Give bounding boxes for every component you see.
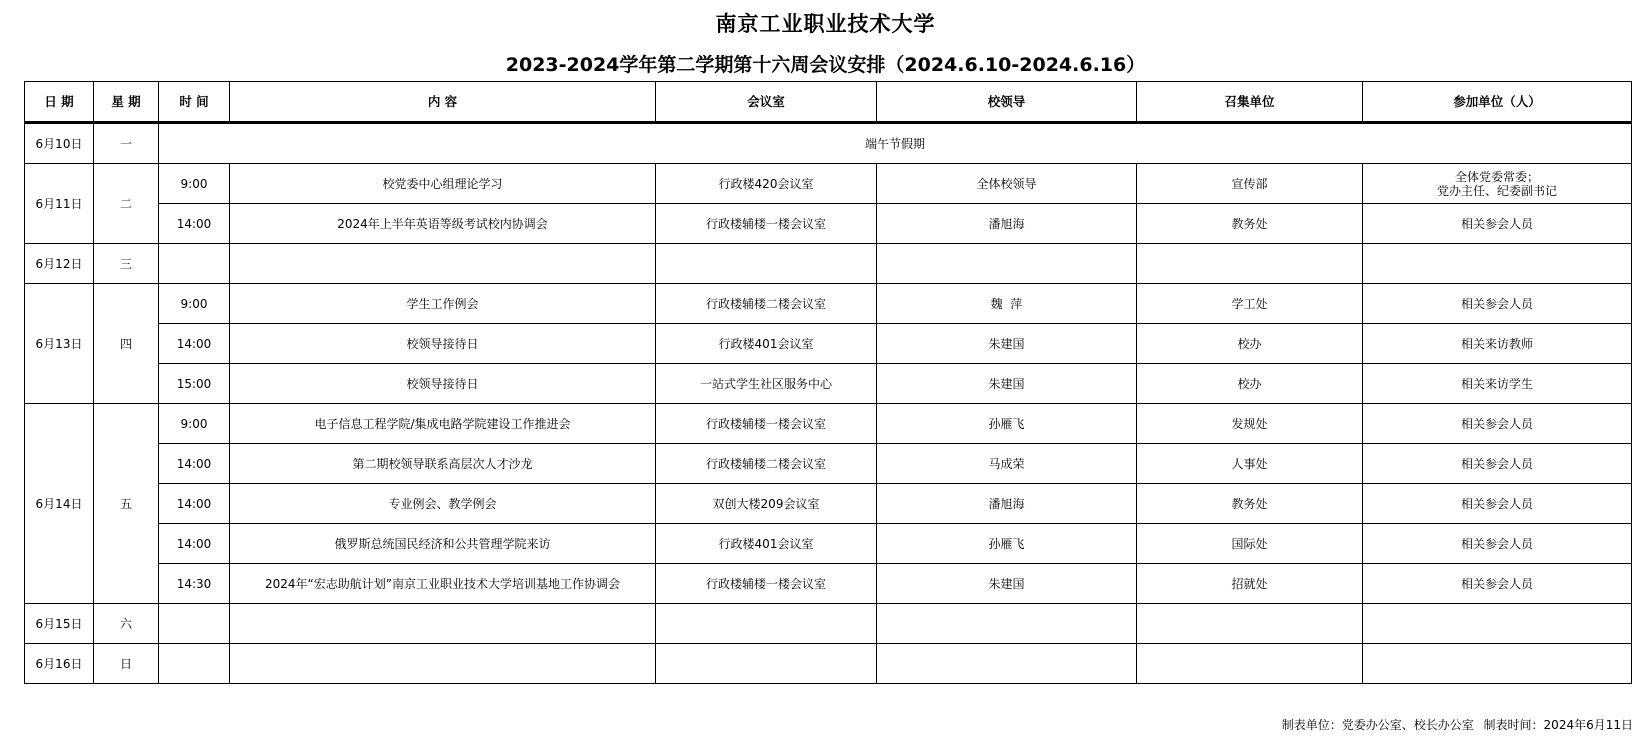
leader-cell: 潘旭海 bbox=[877, 484, 1137, 524]
table-row bbox=[25, 404, 1632, 444]
room-cell: 行政楼辅楼一楼会议室 bbox=[656, 564, 877, 604]
leader-cell: 孙雁飞 bbox=[877, 524, 1137, 564]
weekday-cell: 六 bbox=[94, 604, 159, 644]
convener-cell: 教务处 bbox=[1137, 484, 1363, 524]
convener-cell bbox=[1137, 604, 1363, 644]
date-cell: 6月16日 bbox=[25, 644, 94, 684]
table-row bbox=[25, 644, 1632, 684]
room-cell: 双创大楼209会议室 bbox=[656, 484, 877, 524]
content-cell: 2024年上半年英语等级考试校内协调会 bbox=[230, 204, 656, 244]
attendees-cell: 相关参会人员 bbox=[1363, 484, 1632, 524]
room-cell: 行政楼420会议室 bbox=[656, 164, 877, 204]
time-cell: 14:00 bbox=[159, 484, 230, 524]
room-cell: 行政楼辅楼二楼会议室 bbox=[656, 444, 877, 484]
time-cell bbox=[159, 244, 230, 284]
room-cell bbox=[656, 604, 877, 644]
header-convener: 召集单位 bbox=[1137, 82, 1363, 123]
table-row bbox=[25, 444, 1632, 484]
attendees-cell bbox=[1363, 604, 1632, 644]
leader-cell: 朱建国 bbox=[877, 364, 1137, 404]
time-cell bbox=[159, 604, 230, 644]
table-row bbox=[25, 604, 1632, 644]
time-cell: 14:00 bbox=[159, 524, 230, 564]
table-row bbox=[25, 564, 1632, 604]
convener-cell: 招就处 bbox=[1137, 564, 1363, 604]
time-cell: 9:00 bbox=[159, 164, 230, 204]
content-cell: 专业例会、教学例会 bbox=[230, 484, 656, 524]
time-cell: 14:00 bbox=[159, 444, 230, 484]
date-cell: 6月13日 bbox=[25, 284, 94, 404]
attendees-cell bbox=[1363, 644, 1632, 684]
time-cell: 15:00 bbox=[159, 364, 230, 404]
weekday-cell: 日 bbox=[94, 644, 159, 684]
attendees-line: 党办主任、纪委副书记 bbox=[1436, 183, 1557, 198]
convener-cell: 校办 bbox=[1137, 324, 1363, 364]
content-cell: 学生工作例会 bbox=[230, 284, 656, 324]
leader-cell: 潘旭海 bbox=[877, 204, 1137, 244]
date-cell: 6月15日 bbox=[25, 604, 94, 644]
header-content: 内 容 bbox=[230, 82, 656, 123]
time-cell: 9:00 bbox=[159, 404, 230, 444]
time-cell: 14:30 bbox=[159, 564, 230, 604]
time-cell: 14:00 bbox=[159, 204, 230, 244]
room-cell: 行政楼401会议室 bbox=[656, 324, 877, 364]
header-weekday: 星 期 bbox=[94, 82, 159, 123]
header-leader: 校领导 bbox=[877, 82, 1137, 123]
attendees-cell: 相关参会人员 bbox=[1363, 284, 1632, 324]
weekday-cell: 一 bbox=[94, 123, 159, 164]
date-cell: 6月14日 bbox=[25, 404, 94, 604]
attendees-cell bbox=[1363, 164, 1632, 204]
attendees-cell: 相关参会人员 bbox=[1363, 204, 1632, 244]
date-cell: 6月11日 bbox=[25, 164, 94, 244]
document-title: 南京工业职业技术大学 bbox=[715, 12, 936, 36]
attendees-cell: 相关参会人员 bbox=[1363, 404, 1632, 444]
room-cell bbox=[656, 644, 877, 684]
room-cell: 行政楼辅楼二楼会议室 bbox=[656, 284, 877, 324]
weekday-cell: 五 bbox=[94, 404, 159, 604]
leader-cell bbox=[877, 604, 1137, 644]
attendees-cell: 相关参会人员 bbox=[1363, 564, 1632, 604]
attendees-cell: 相关参会人员 bbox=[1363, 524, 1632, 564]
convener-cell: 教务处 bbox=[1137, 204, 1363, 244]
room-cell bbox=[656, 244, 877, 284]
attendees-line: 全体党委常委； bbox=[1454, 169, 1539, 184]
leader-cell: 魏 萍 bbox=[877, 284, 1137, 324]
meeting-schedule-table bbox=[24, 81, 1632, 684]
content-cell: 2024年“宏志助航计划”南京工业职业技术大学培训基地工作协调会 bbox=[230, 564, 656, 604]
footer-unit: 制表单位：党委办公室、校长办公室 bbox=[1281, 718, 1474, 732]
attendees-cell: 相关来访教师 bbox=[1363, 324, 1632, 364]
header-attendees: 参加单位（人） bbox=[1363, 82, 1632, 123]
time-cell: 9:00 bbox=[159, 284, 230, 324]
room-cell: 行政楼辅楼一楼会议室 bbox=[656, 204, 877, 244]
table-row bbox=[25, 244, 1632, 284]
weekday-cell: 三 bbox=[94, 244, 159, 284]
table-row bbox=[25, 204, 1632, 244]
date-cell: 6月12日 bbox=[25, 244, 94, 284]
table-header-row bbox=[25, 82, 1632, 123]
convener-cell: 学工处 bbox=[1137, 284, 1363, 324]
convener-cell bbox=[1137, 644, 1363, 684]
time-cell: 14:00 bbox=[159, 324, 230, 364]
convener-cell: 国际处 bbox=[1137, 524, 1363, 564]
room-cell: 一站式学生社区服务中心 bbox=[656, 364, 877, 404]
content-cell: 电子信息工程学院/集成电路学院建设工作推进会 bbox=[230, 404, 656, 444]
table-row bbox=[25, 284, 1632, 324]
content-cell: 校党委中心组理论学习 bbox=[230, 164, 656, 204]
footer bbox=[1276, 716, 1633, 733]
content-cell: 第二期校领导联系高层次人才沙龙 bbox=[230, 444, 656, 484]
leader-cell: 全体校领导 bbox=[877, 164, 1137, 204]
weekday-cell: 四 bbox=[94, 284, 159, 404]
content-cell bbox=[230, 604, 656, 644]
room-cell: 行政楼辅楼一楼会议室 bbox=[656, 404, 877, 444]
header-date: 日 期 bbox=[25, 82, 94, 123]
time-cell bbox=[159, 644, 230, 684]
leader-cell: 朱建国 bbox=[877, 324, 1137, 364]
leader-cell bbox=[877, 244, 1137, 284]
content-cell: 俄罗斯总统国民经济和公共管理学院来访 bbox=[230, 524, 656, 564]
table-row bbox=[25, 324, 1632, 364]
table-row bbox=[25, 484, 1632, 524]
content-cell: 校领导接待日 bbox=[230, 364, 656, 404]
leader-cell: 朱建国 bbox=[877, 564, 1137, 604]
convener-cell: 发规处 bbox=[1137, 404, 1363, 444]
weekday-cell: 二 bbox=[94, 164, 159, 244]
content-cell: 校领导接待日 bbox=[230, 324, 656, 364]
header-room: 会议室 bbox=[656, 82, 877, 123]
date-cell: 6月10日 bbox=[25, 123, 94, 164]
table-row bbox=[25, 524, 1632, 564]
attendees-cell: 相关参会人员 bbox=[1363, 444, 1632, 484]
leader-cell bbox=[877, 644, 1137, 684]
table-row bbox=[25, 164, 1632, 204]
convener-cell: 校办 bbox=[1137, 364, 1363, 404]
attendees-cell: 相关来访学生 bbox=[1363, 364, 1632, 404]
room-cell: 行政楼401会议室 bbox=[656, 524, 877, 564]
convener-cell bbox=[1137, 244, 1363, 284]
header-time: 时 间 bbox=[159, 82, 230, 123]
attendees-cell bbox=[1363, 244, 1632, 284]
document-subtitle: 2023-2024学年第二学期第十六周会议安排（2024.6.10-2024.6.16） bbox=[505, 54, 1146, 76]
footer-time: 制表时间：2024年6月11日 bbox=[1483, 718, 1633, 732]
leader-cell: 孙雁飞 bbox=[877, 404, 1137, 444]
convener-cell: 宣传部 bbox=[1137, 164, 1363, 204]
table-row bbox=[25, 364, 1632, 404]
content-cell bbox=[230, 644, 656, 684]
table-row bbox=[25, 123, 1632, 164]
leader-cell: 马成荣 bbox=[877, 444, 1137, 484]
holiday-note: 端午节假期 bbox=[159, 123, 1632, 164]
convener-cell: 人事处 bbox=[1137, 444, 1363, 484]
content-cell bbox=[230, 244, 656, 284]
